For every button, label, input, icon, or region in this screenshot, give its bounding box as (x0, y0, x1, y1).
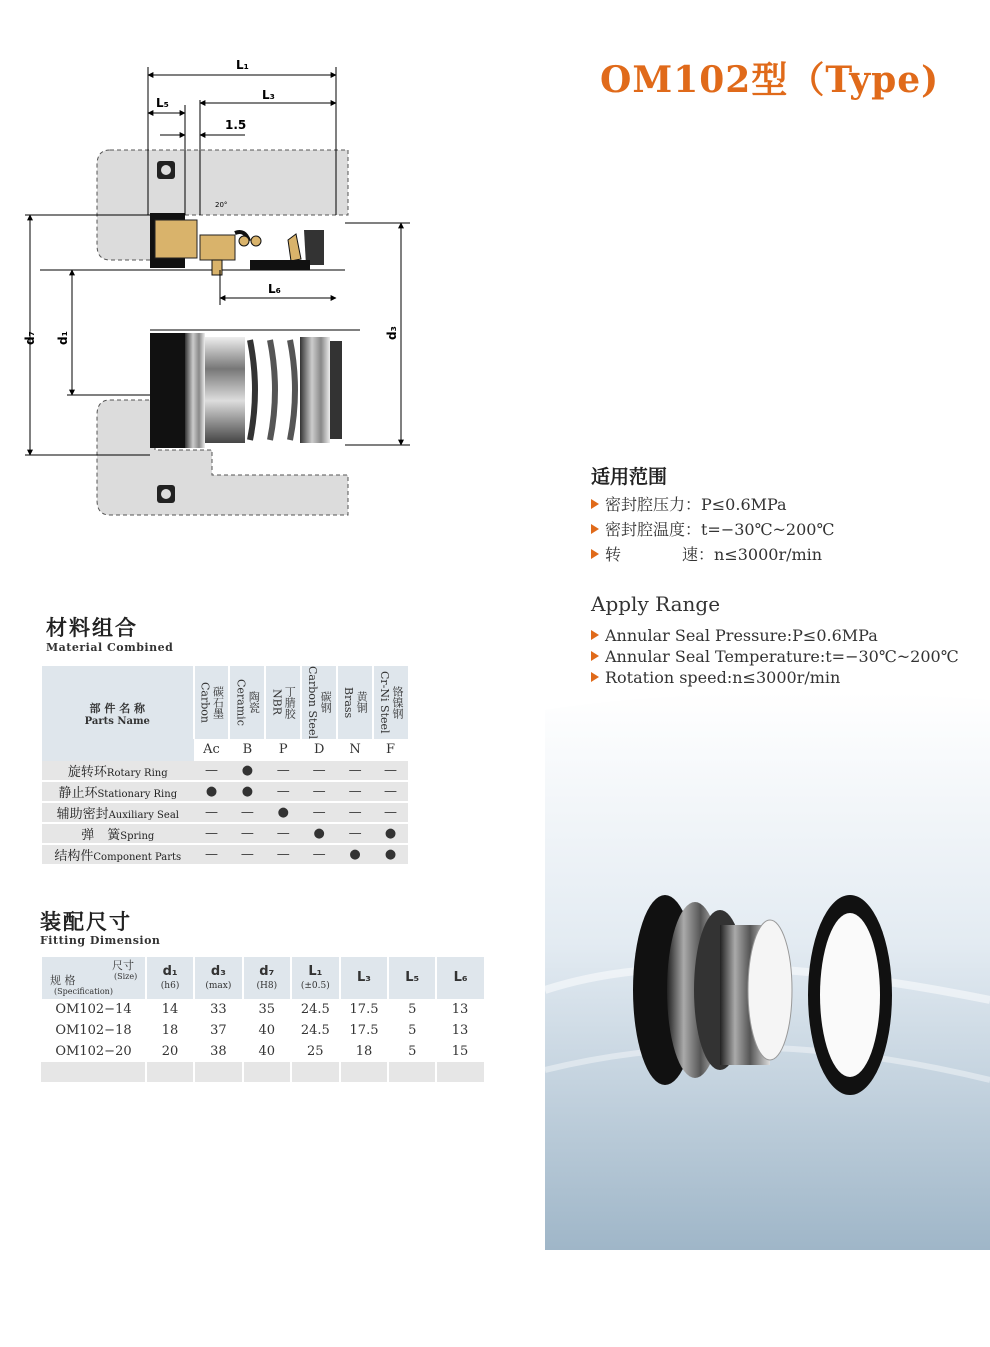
apply-range-en-list (591, 626, 959, 689)
table-row: 辅助密封Auxiliary Seal — — ● — — — (42, 802, 408, 823)
bullet-triangle-icon (591, 524, 599, 534)
bullet-triangle-icon (591, 672, 599, 682)
material-heading-zh: 材料组合 (46, 615, 138, 640)
material-col-header: 丁腈胶 NBR (265, 666, 301, 739)
table-row: OM102−14 14 33 35 24.5 17.5 5 13 (55, 1002, 469, 1017)
dim-angle: 20° (215, 201, 228, 209)
bullet-triangle-icon (591, 630, 599, 640)
dim-L6: L₆ (268, 282, 281, 296)
dim-L1: L₁ (236, 58, 249, 72)
material-code: D (313, 742, 325, 758)
fitting-col-header: L₁ (±0.5) (291, 957, 340, 999)
material-col-header: 铬镍钢 Cr-Ni Steel (373, 666, 408, 739)
fitting-corner-header: 尺寸 (Size) 规 格 (Specification) (41, 957, 146, 999)
apply-en-item: Annular Seal Temperature:t=−30℃~200℃ (591, 647, 959, 668)
dim-d3: d₃ (385, 326, 399, 340)
bullet-triangle-icon (591, 499, 599, 509)
dim-d1: d₁ (56, 331, 70, 345)
parts-name-header: 部 件 名 称 Parts Name (42, 666, 194, 761)
fitting-heading-zh: 装配尺寸 (40, 909, 132, 934)
material-col-header: 陶瓷 Ceramic (229, 666, 265, 739)
product-photo (545, 690, 990, 1250)
page-title: OM102型（Type) (600, 59, 940, 101)
table-row: 旋转环Rotary Ring — ● — — — — (42, 761, 408, 781)
apply-zh-item: 密封腔温度：t=−30℃~200℃ (591, 517, 834, 542)
material-code: F (385, 742, 396, 758)
material-col-header: 碳石墨 Carbon (194, 666, 230, 739)
material-col-header: 黄铜 Brass (337, 666, 373, 739)
material-heading-en: Material Combined (46, 641, 174, 654)
bullet-triangle-icon (591, 549, 599, 559)
fitting-col-header: L₆ (436, 957, 484, 999)
table-row: 结构件Component Parts — — — — ● ● (42, 844, 408, 865)
apply-zh-item: 转 速：n≤3000r/min (591, 542, 834, 567)
fitting-col-header: d₃ (max) (194, 957, 243, 999)
bullet-triangle-icon (591, 651, 599, 661)
apply-en-item: Annular Seal Pressure:P≤0.6MPa (591, 626, 959, 647)
material-code: B (242, 742, 253, 758)
apply-range-en-heading: Apply Range (591, 592, 721, 616)
apply-zh-item: 密封腔压力：P≤0.6MPa (591, 492, 834, 517)
apply-en-item: Rotation speed:n≤3000r/min (591, 668, 959, 689)
fitting-col-header: L₅ (388, 957, 436, 999)
table-row: 静止环Stationary Ring ● ● — — — — (42, 781, 408, 802)
apply-range-zh-heading: 适用范围 (591, 466, 668, 488)
material-code: Ac (203, 742, 220, 758)
material-code: P (278, 742, 288, 758)
material-col-header: 碳钢 Carbon Steel (301, 666, 337, 739)
material-table (42, 666, 408, 866)
material-code: N (349, 742, 361, 758)
fitting-table (40, 957, 484, 1082)
table-row: OM102−18 18 37 40 24.5 17.5 5 13 (55, 1023, 469, 1038)
apply-range-zh-list (591, 492, 834, 567)
dim-L3: L₃ (262, 88, 275, 102)
fitting-col-header: d₁ (h6) (146, 957, 194, 999)
fitting-col-header: L₃ (340, 957, 389, 999)
table-row: OM102−20 20 38 40 25 18 5 15 (55, 1044, 469, 1059)
dim-d7: d₇ (23, 331, 37, 345)
table-row: 弹 簧Spring — — — ● — ● (42, 823, 408, 844)
dim-L5: L₅ (156, 96, 169, 110)
dim-1-5: 1.5 (225, 118, 247, 132)
fitting-heading-en: Fitting Dimension (40, 934, 161, 947)
seal-section-drawing (0, 55, 440, 525)
fitting-col-header: d₇ (H8) (243, 957, 291, 999)
table-row (41, 1062, 484, 1082)
